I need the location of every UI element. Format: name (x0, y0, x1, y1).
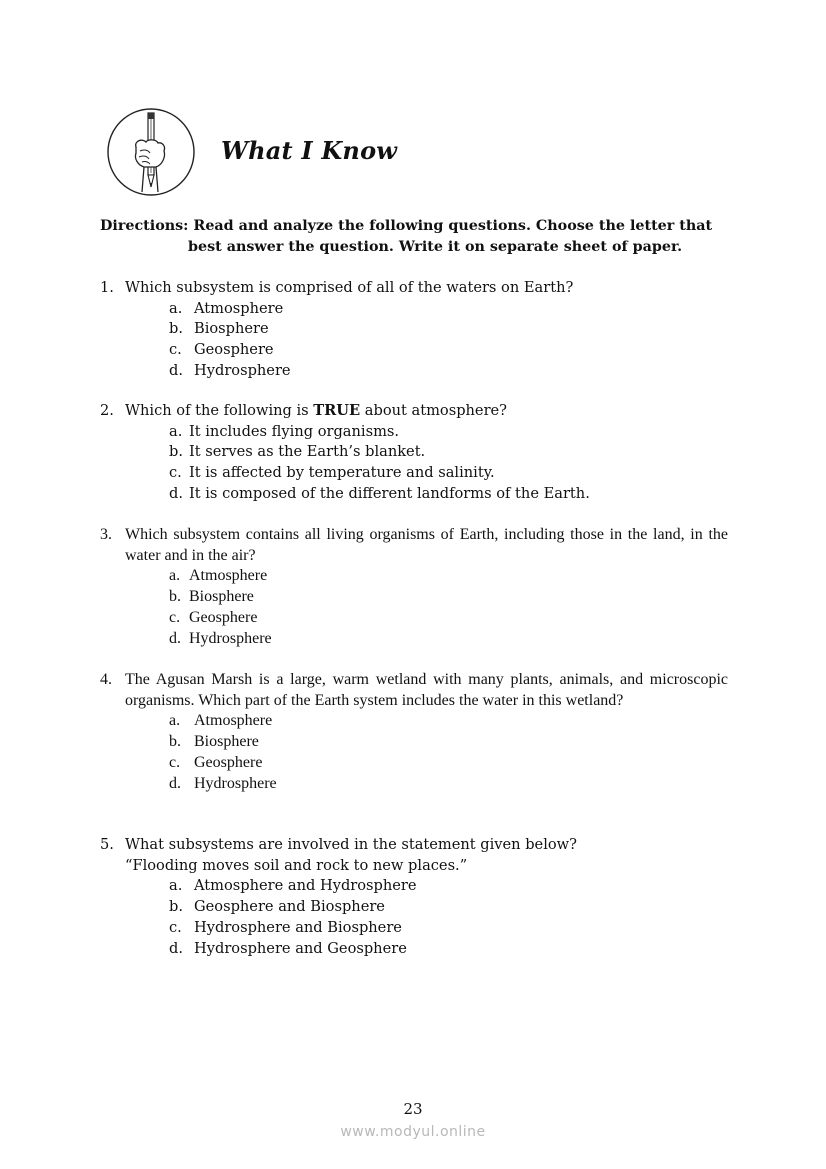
option-letter: c. (169, 464, 182, 482)
question-quote: “Flooding moves soil and rock to new places.” (125, 856, 468, 874)
option-letter: c. (169, 341, 182, 359)
question-number: 5. (100, 836, 114, 853)
question-1 (100, 278, 728, 382)
option-letter: a. (169, 712, 181, 730)
options-list (100, 876, 728, 959)
option-text: Geosphere (194, 341, 274, 359)
option-letter: d. (169, 484, 183, 502)
question-stem-emphasis: TRUE (313, 402, 361, 419)
option-letter: c. (169, 608, 181, 626)
option-letter: a. (169, 567, 181, 585)
option-text: Hydrosphere (189, 629, 272, 647)
option-letter: d. (169, 774, 181, 792)
option-letter: c. (169, 918, 182, 936)
option-d (169, 629, 728, 650)
question-stem: What subsystems are involved in the statement given below? (125, 836, 577, 853)
option-c (169, 753, 728, 774)
option-letter: a. (169, 422, 183, 440)
question-5 (100, 835, 728, 959)
option-letter: d. (169, 361, 183, 379)
option-text: Biosphere (194, 320, 269, 338)
option-b (169, 319, 728, 340)
option-a (169, 566, 728, 587)
option-d (169, 774, 728, 795)
question-2 (100, 401, 728, 505)
question-number: 4. (100, 671, 112, 688)
question-number: 1. (100, 279, 114, 296)
option-letter: c. (169, 753, 181, 771)
option-letter: d. (169, 629, 181, 647)
option-a (169, 422, 728, 443)
options-list (100, 711, 728, 794)
option-c (169, 340, 728, 361)
option-c (169, 918, 728, 939)
option-text: Geosphere (194, 753, 263, 771)
question-number: 2. (100, 402, 114, 419)
question-3 (100, 525, 728, 649)
question-stem: The Agusan Marsh is a large, warm wetland with many plants, animals, and microscopic organisms. Which part of the Earth system includes the water in this wetland? (125, 671, 728, 709)
option-text: Atmosphere (194, 299, 284, 317)
option-letter: b. (169, 898, 183, 916)
option-letter: b. (169, 320, 183, 338)
options-list (100, 422, 728, 505)
option-d (169, 939, 728, 960)
option-b (169, 587, 728, 608)
option-text: It is affected by temperature and salinity. (189, 464, 495, 482)
option-text: Atmosphere and Hydrosphere (194, 877, 417, 895)
option-letter: a. (169, 877, 183, 895)
option-text: It includes flying organisms. (189, 422, 400, 440)
option-letter: b. (169, 733, 181, 751)
option-c (169, 608, 728, 629)
question-number: 3. (100, 526, 112, 543)
option-b (169, 897, 728, 918)
question-stem-after: about atmosphere? (360, 402, 508, 419)
section-header (106, 107, 526, 197)
options-list (100, 566, 728, 649)
question-stem: Which subsystem contains all living organisms of Earth, including those in the land, in the water and in the air? (125, 526, 728, 564)
option-text: Atmosphere (194, 712, 273, 730)
option-a (169, 299, 728, 320)
question-stem: Which subsystem is comprised of all of the waters on Earth? (125, 279, 574, 296)
option-letter: a. (169, 299, 183, 317)
option-text: Hydrosphere and Biosphere (194, 918, 402, 936)
options-list (100, 299, 728, 382)
watermark-link[interactable]: www.modyul.online (340, 1124, 486, 1140)
option-text: Geosphere and Biosphere (194, 898, 385, 916)
option-b (169, 442, 728, 463)
option-letter: d. (169, 939, 183, 957)
question-4 (100, 670, 728, 794)
page-number: 23 (403, 1100, 423, 1118)
question-stem-before: Which of the following is (125, 402, 314, 419)
directions-line-2: best answer the question. Write it on separate sheet of paper. (188, 239, 683, 255)
option-a (169, 711, 728, 732)
option-text: It serves as the Earth’s blanket. (189, 443, 426, 461)
hand-holding-pencil-icon (106, 107, 196, 197)
option-letter: b. (169, 588, 181, 606)
option-text: Biosphere (194, 733, 259, 751)
option-d (169, 361, 728, 382)
directions (100, 216, 728, 258)
section-title: What I Know (221, 136, 398, 165)
option-text: Geosphere (189, 608, 258, 626)
option-a (169, 876, 728, 897)
option-text: Atmosphere (189, 567, 268, 585)
directions-line-1: Directions: Read and analyze the following questions. Choose the letter that (100, 218, 713, 234)
option-letter: b. (169, 443, 183, 461)
option-text: It is composed of the different landforms of the Earth. (189, 484, 590, 502)
option-d (169, 484, 728, 505)
option-text: Hydrosphere (194, 774, 277, 792)
option-text: Biosphere (189, 588, 254, 606)
option-text: Hydrosphere (194, 361, 291, 379)
option-b (169, 732, 728, 753)
option-text: Hydrosphere and Geosphere (194, 939, 407, 957)
option-c (169, 463, 728, 484)
